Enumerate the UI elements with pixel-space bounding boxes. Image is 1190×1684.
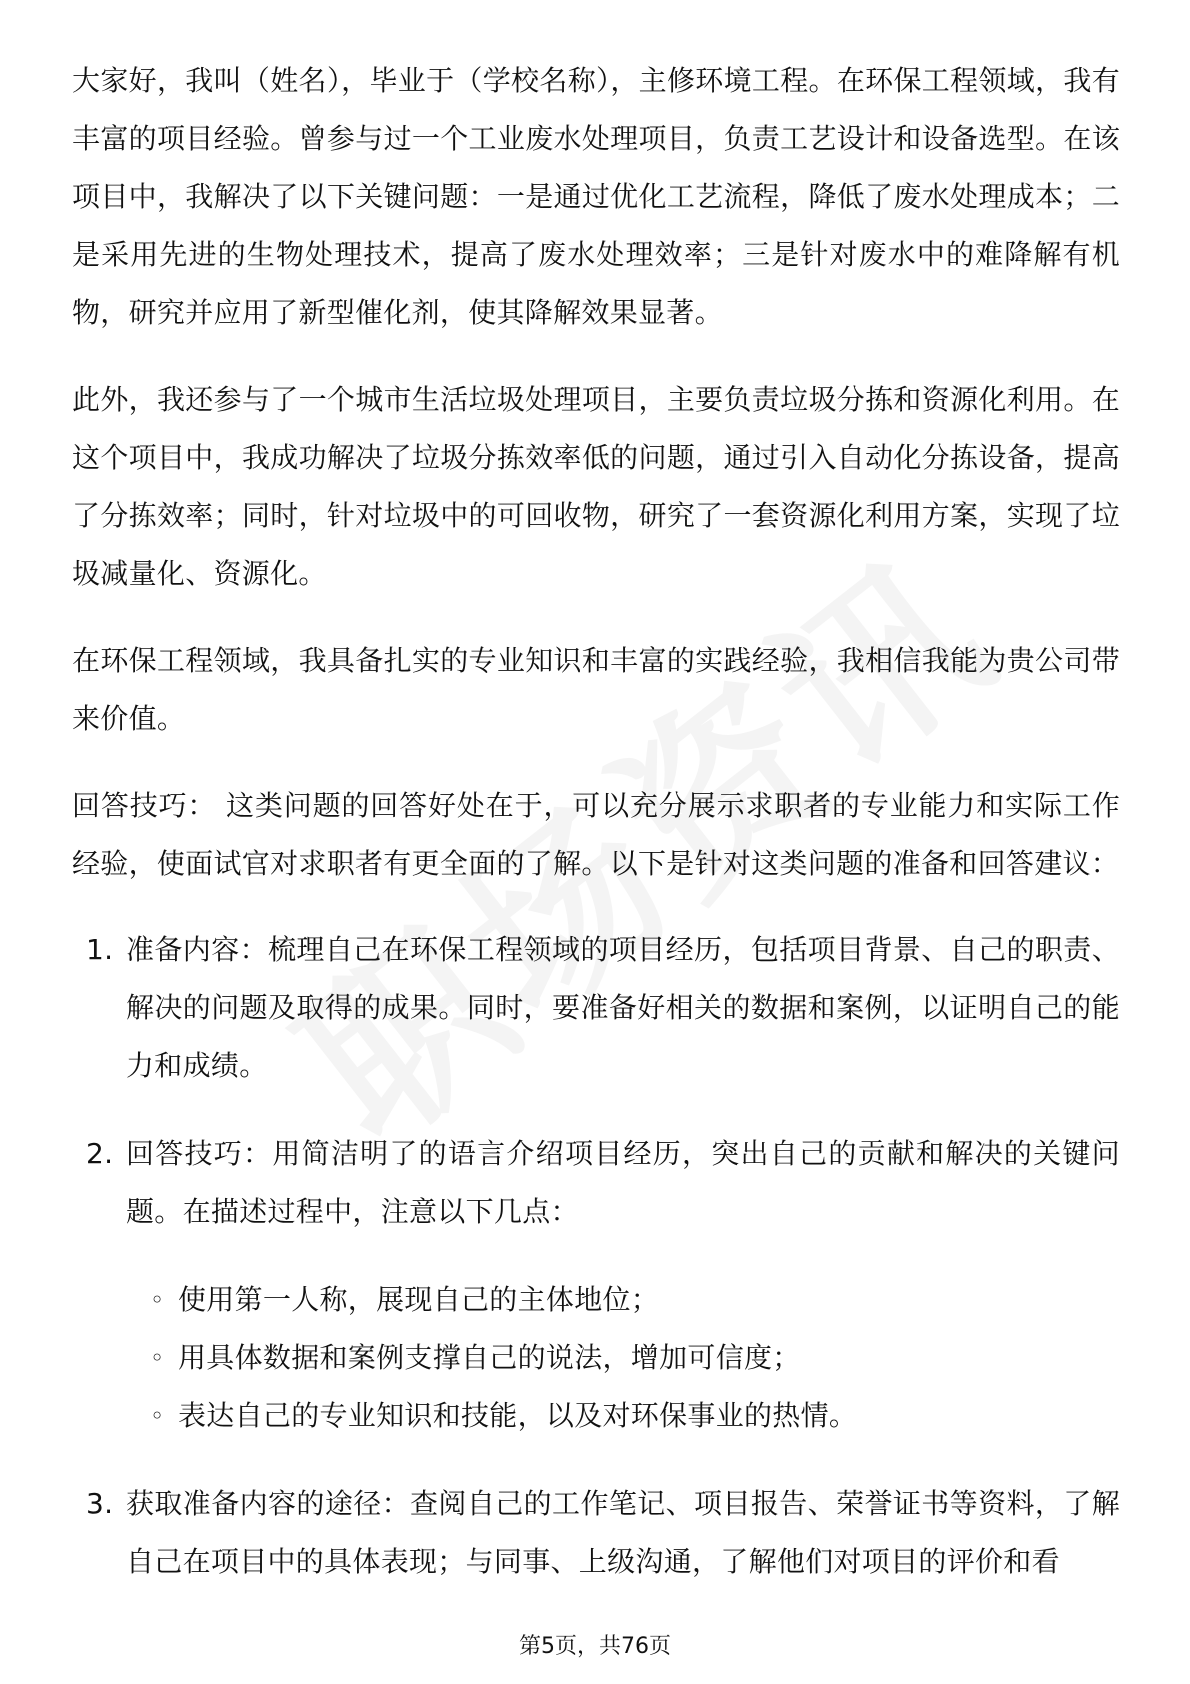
bullet-item	[126, 1387, 1120, 1445]
list-number: 2.	[86, 1137, 114, 1170]
list-item	[72, 1125, 1120, 1445]
list-item	[72, 921, 1120, 1095]
paragraph-intro: 大家好，我叫（姓名），毕业于（学校名称），主修环境工程。在环保工程领域，我有丰富的项目经验。曾参与过一个工业废水处理项目，负责工艺设计和设备选型。在该项目中，我解决了以下关键问题：一是通过优化工艺流程，降低了废水处理成本；二是采用先进的生物处理技术，提高了废水处理效率；三是针对废水中的难降解有机物，研究并应用了新型催化剂，使其降解效果显著。	[72, 64, 1120, 329]
bullet-circle-icon: ◦	[150, 1402, 165, 1430]
bullet-item-text: 使用第一人称，展现自己的主体地位；	[178, 1283, 660, 1316]
numbered-list	[72, 921, 1120, 1591]
bullet-circle-icon: ◦	[150, 1344, 165, 1372]
list-item-text: 回答技巧：用简洁明了的语言介绍项目经历，突出自己的贡献和解决的关键问题。在描述过程中，注意以下几点：	[126, 1137, 1120, 1228]
paragraph-project-2: 此外，我还参与了一个城市生活垃圾处理项目，主要负责垃圾分拣和资源化利用。在这个项目中，我成功解决了垃圾分拣效率低的问题，通过引入自动化分拣设备，提高了分拣效率；同时，针对垃圾中的可回收物，研究了一套资源化利用方案，实现了垃圾减量化、资源化。	[72, 383, 1120, 590]
bullet-list	[126, 1271, 1120, 1445]
paragraph-tips-intro: 回答技巧： 这类问题的回答好处在于，可以充分展示求职者的专业能力和实际工作经验，使面试官对求职者有更全面的了解。以下是针对这类问题的准备和回答建议：	[72, 789, 1120, 880]
bullet-item	[126, 1329, 1120, 1387]
document-body	[72, 52, 1120, 1591]
list-item-text: 获取准备内容的途径：查阅自己的工作笔记、项目报告、荣誉证书等资料，了解自己在项目中的具体表现；与同事、上级沟通，了解他们对项目的评价和看	[126, 1487, 1120, 1578]
list-number: 1.	[86, 933, 114, 966]
list-item-text: 准备内容：梳理自己在环保工程领域的项目经历，包括项目背景、自己的职责、解决的问题及取得的成果。同时，要准备好相关的数据和案例，以证明自己的能力和成绩。	[126, 933, 1120, 1082]
paragraph-summary: 在环保工程领域，我具备扎实的专业知识和丰富的实践经验，我相信我能为贵公司带来价值。	[72, 644, 1120, 735]
bullet-item	[126, 1271, 1120, 1329]
list-number: 3.	[86, 1487, 114, 1520]
list-item	[72, 1475, 1120, 1591]
bullet-item-text: 用具体数据和案例支撑自己的说法，增加可信度；	[178, 1341, 801, 1374]
page-number-footer: 第5页，共76页	[519, 1634, 671, 1659]
bullet-item-text: 表达自己的专业知识和技能，以及对环保事业的热情。	[178, 1399, 858, 1432]
bullet-circle-icon: ◦	[150, 1286, 165, 1314]
